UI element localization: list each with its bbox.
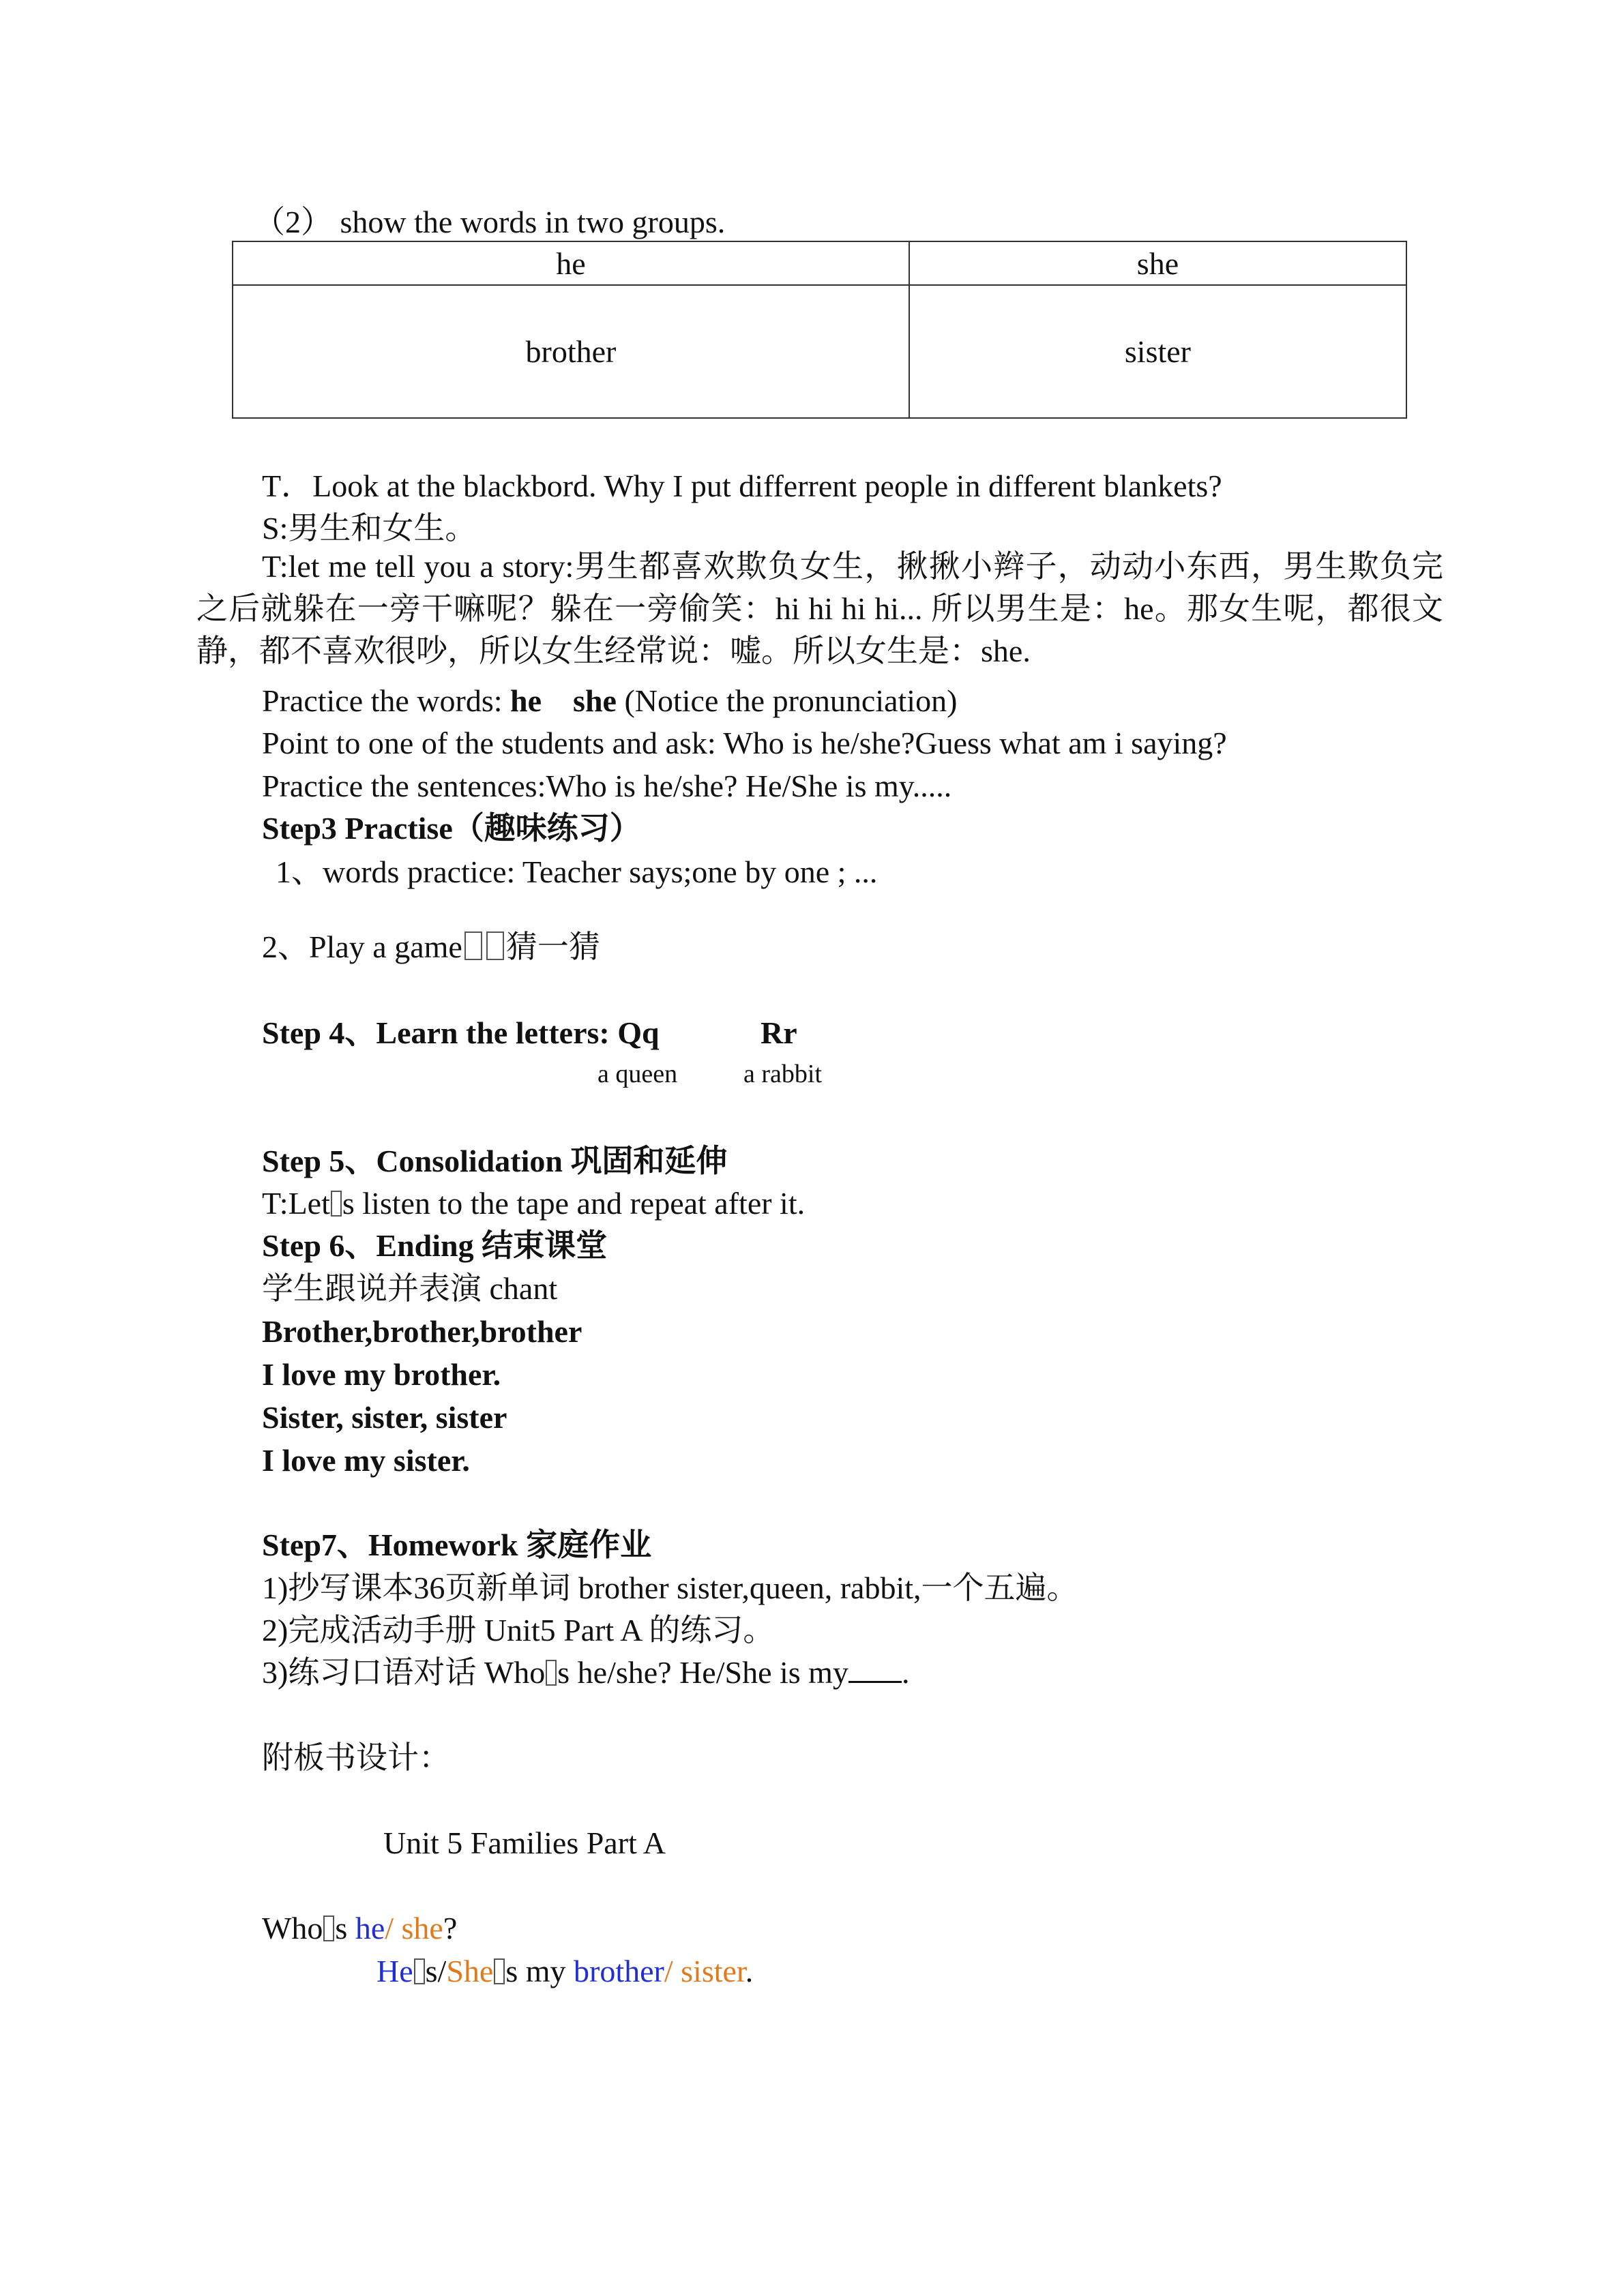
step3-item2 xyxy=(262,931,600,963)
board-a-end: . xyxy=(745,1954,754,1988)
step4-word-queen: a queen xyxy=(597,1060,678,1088)
board-q-he: he xyxy=(355,1911,385,1945)
board-q-who: Who xyxy=(262,1911,323,1945)
board-a-she: She xyxy=(446,1954,494,1988)
table-cell-sister: sister xyxy=(909,285,1406,418)
board-a-s1: s/ xyxy=(425,1954,447,1988)
homework-2: 2)完成活动手册 Unit5 Part A 的练习。 xyxy=(262,1613,775,1648)
homework-1: 1)抄写课本36页新单词 brother sister,queen, rabbit,一个五遍。 xyxy=(262,1570,1078,1605)
missing-glyph-icon xyxy=(464,931,482,960)
point-line: Point to one of the students and ask: Who is he/she?Guess what am i saying? xyxy=(262,726,1227,760)
missing-glyph-icon xyxy=(486,931,504,960)
practice-prefix: Practice the words: xyxy=(262,683,511,718)
board-a-sister: sister xyxy=(681,1954,745,1988)
board-q-s: s xyxy=(335,1911,355,1945)
step5-line-b: s listen to the tape and repeat after it. xyxy=(342,1186,806,1221)
student-line: S:男生和女生。 xyxy=(262,511,477,546)
step3-item2-prefix: 2、Play a game xyxy=(262,929,462,964)
homework-3-a: 3)练习口语对话 Who xyxy=(262,1655,546,1690)
step7-title: Step7、Homework 家庭作业 xyxy=(262,1527,652,1562)
step6-title: Step 6、Ending 结束课堂 xyxy=(262,1228,608,1263)
board-a-s2: s my xyxy=(505,1954,574,1988)
missing-glyph-icon xyxy=(494,1958,505,1984)
missing-glyph-icon xyxy=(331,1191,342,1217)
board-title: Unit 5 Families Part A xyxy=(383,1825,666,1860)
homework-3 xyxy=(262,1657,909,1688)
story-paragraph xyxy=(196,546,1443,672)
chant-line-1: Brother,brother,brother xyxy=(262,1314,582,1349)
answer-blank xyxy=(848,1677,902,1683)
chant-line-2: I love my brother. xyxy=(262,1357,501,1392)
chant-line-4: I love my sister. xyxy=(262,1443,470,1478)
missing-glyph-icon xyxy=(546,1660,557,1686)
table-header-she: she xyxy=(909,241,1406,285)
step4-letter-r: Rr xyxy=(761,1015,797,1050)
step3-item2-suffix: 猜一猜 xyxy=(505,929,600,964)
practice-suffix: (Notice the pronunciation) xyxy=(616,683,958,718)
homework-3-b: s he/she? He/She is my xyxy=(557,1655,848,1690)
board-a-slash: / xyxy=(664,1954,681,1988)
teacher-line: T．Look at the blackbord. Why I put differrent people in different blankets? xyxy=(262,468,1222,503)
sentences-line: Practice the sentences:Who is he/she? He/She is my..... xyxy=(262,769,952,803)
missing-glyph-icon xyxy=(323,1915,334,1941)
missing-glyph-icon xyxy=(414,1958,425,1984)
step3-title: Step3 Practise（趣味练习） xyxy=(262,811,641,846)
practice-words-line xyxy=(262,685,957,717)
step5-title: Step 5、Consolidation 巩固和延伸 xyxy=(262,1144,728,1178)
step4-title: Step 4、Learn the letters: Qq xyxy=(262,1015,660,1050)
step4-word-rabbit: a rabbit xyxy=(743,1060,823,1088)
board-q-she: she xyxy=(401,1911,443,1945)
story-text: T:let me tell you a story:男生都喜欢欺负女生，揪揪小辫子，动动小东西，男生欺负完之后就躲在一旁干嘛呢？躲在一旁偷笑：hi hi hi hi... 所以男生是：he。那女生呢，都很文静，都不喜欢很吵，所以女生经常说：嘘。所以女生是：she. xyxy=(196,549,1443,668)
board-a-brother: brother xyxy=(574,1954,664,1988)
practice-he: he xyxy=(510,683,542,718)
step3-item1: 1、words practice: Teacher says;one by one ; ... xyxy=(276,854,878,889)
step6-intro: 学生跟说并表演 chant xyxy=(262,1271,558,1306)
step5-line xyxy=(262,1188,805,1219)
table-header-he: he xyxy=(233,241,909,285)
words-groups-table xyxy=(232,241,1407,419)
chant-line-3: Sister, sister, sister xyxy=(262,1400,507,1435)
board-a-he: He xyxy=(377,1954,413,1988)
board-q-mark: ? xyxy=(443,1911,458,1945)
board-question xyxy=(262,1913,457,1944)
section-2-title: （2） show the words in two groups. xyxy=(254,205,726,239)
board-q-slash: / xyxy=(385,1911,402,1945)
board-answer xyxy=(377,1956,753,1987)
table-cell-brother: brother xyxy=(233,285,909,418)
board-label: 附板书设计： xyxy=(262,1740,450,1775)
practice-she: she xyxy=(573,683,617,718)
step5-line-a: T:Let xyxy=(262,1186,330,1221)
homework-3-end: . xyxy=(901,1655,910,1690)
